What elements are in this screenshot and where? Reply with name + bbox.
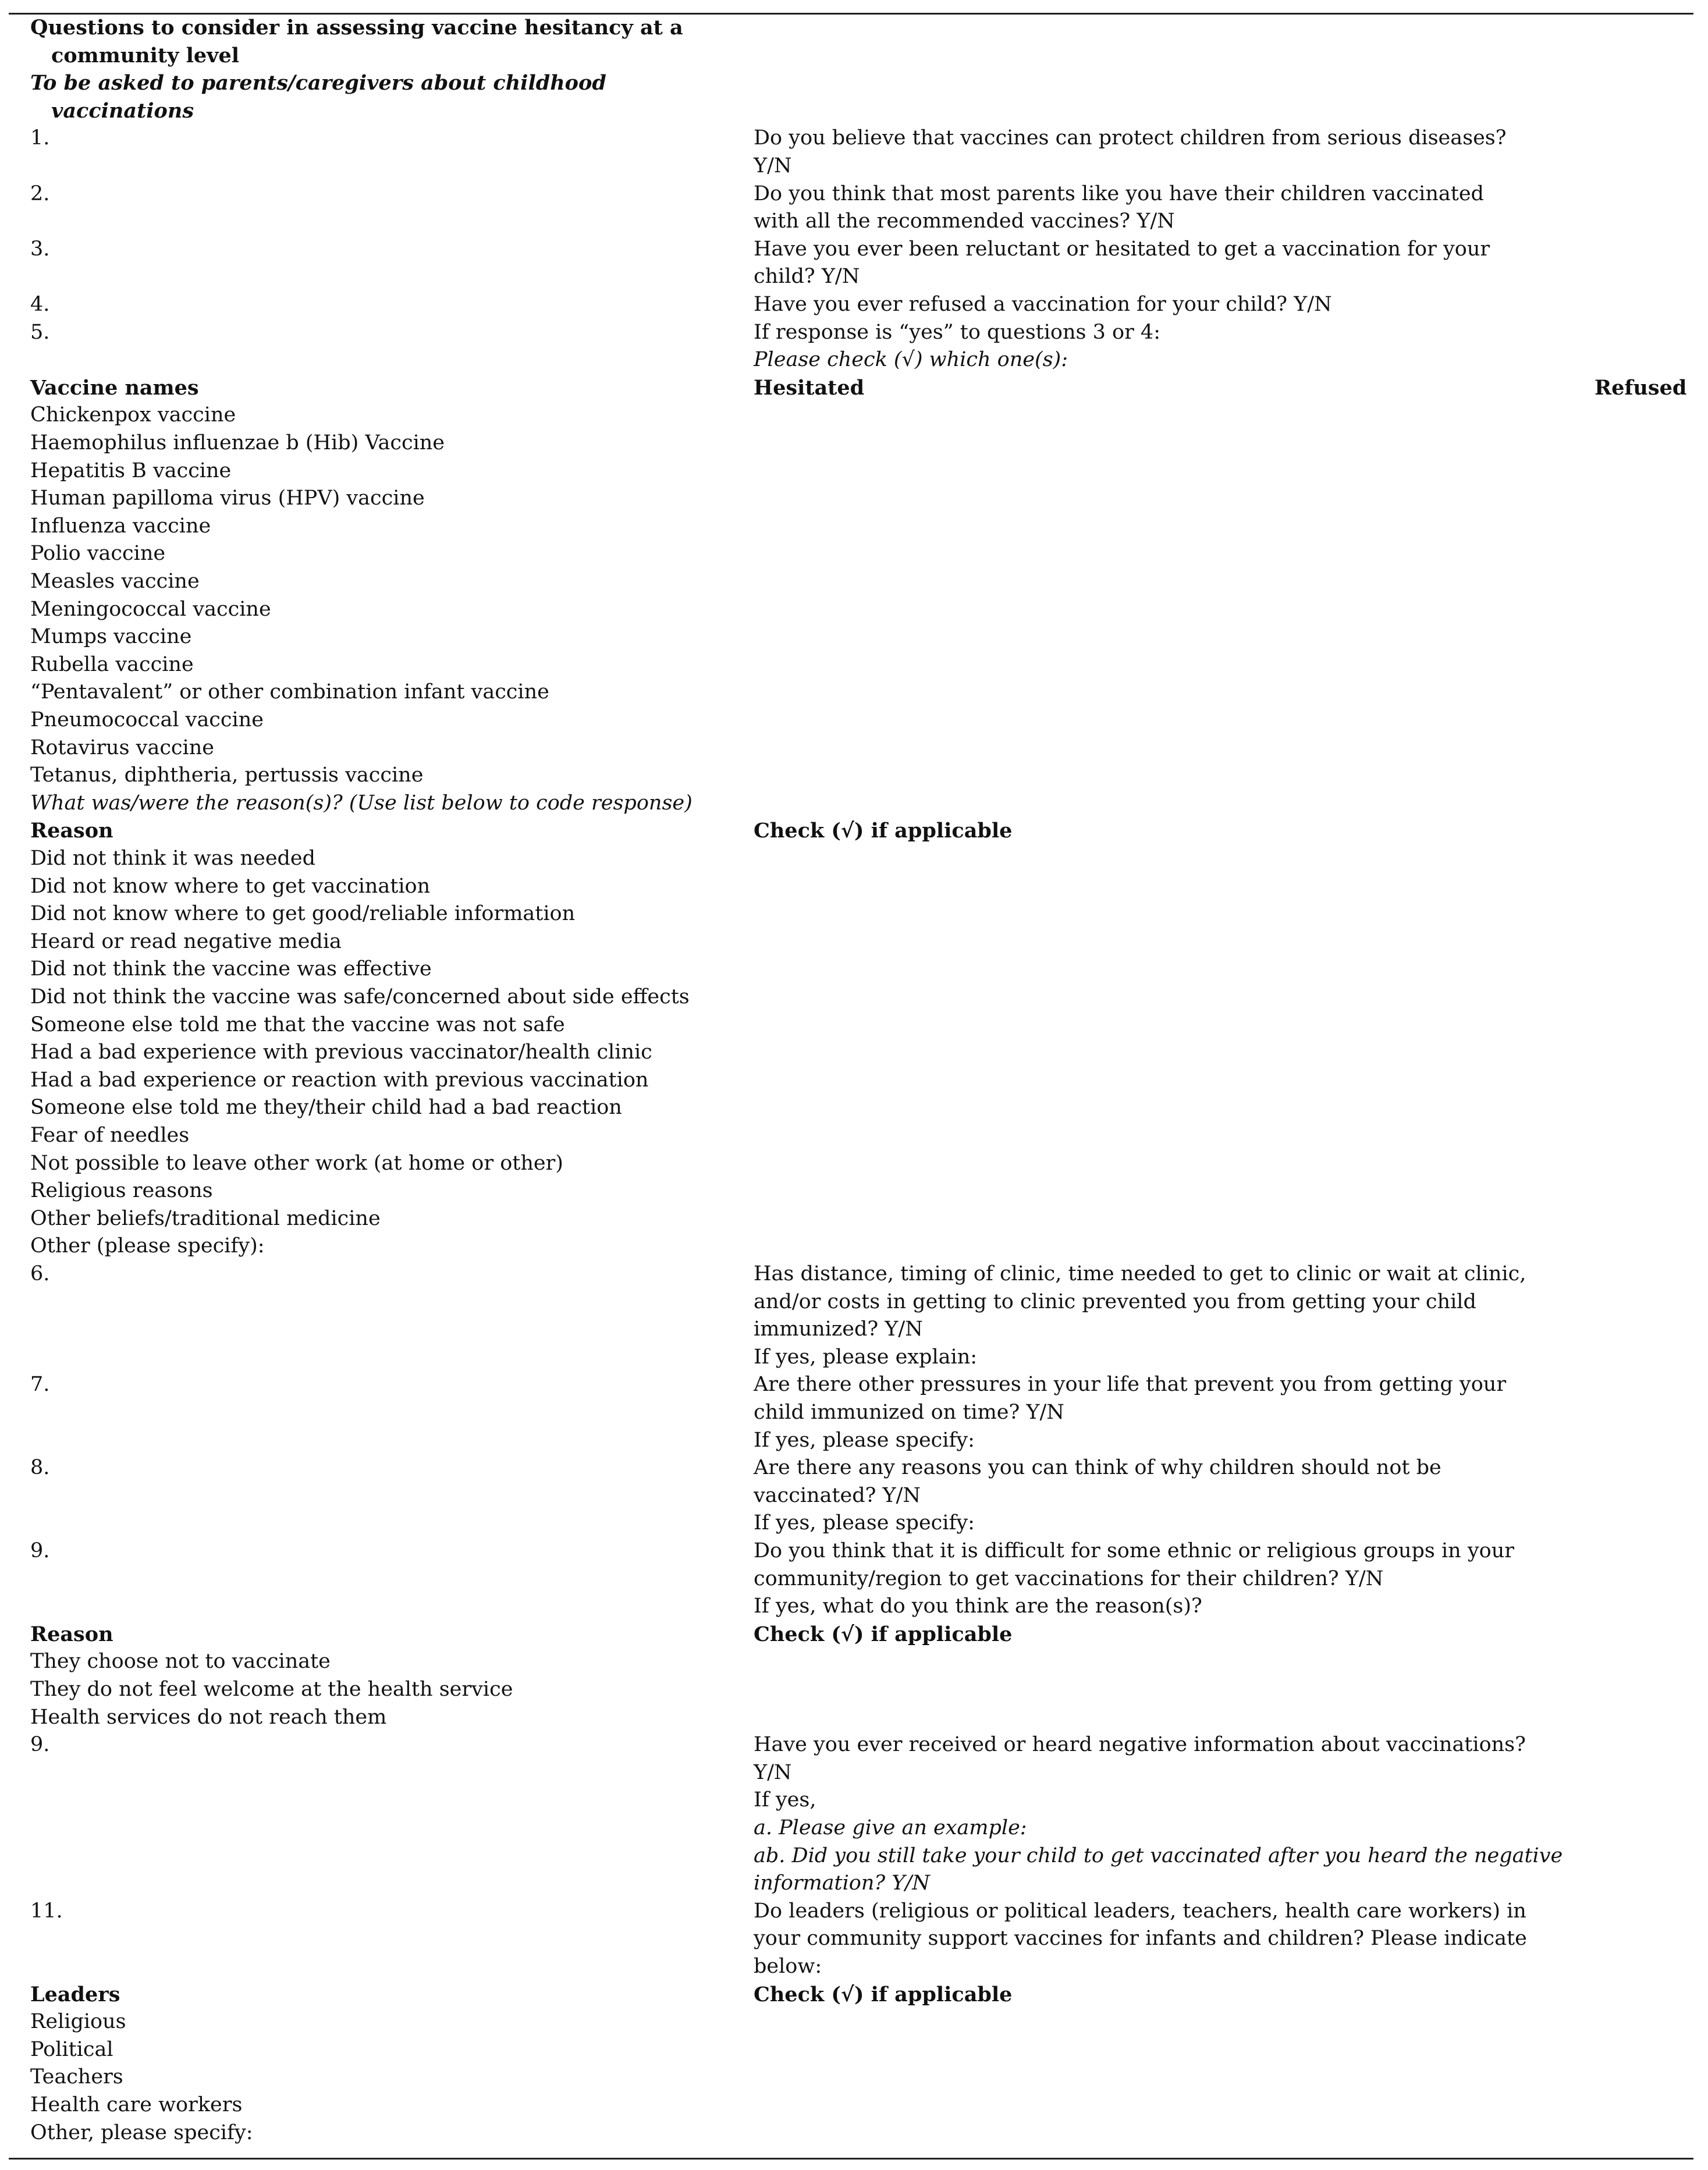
text-line-c1: Someone else told me that the vaccine was not safe xyxy=(30,1013,565,1036)
text-line-c2: If yes, please specify: xyxy=(754,1428,975,1452)
text-line-c2: information? Y/N xyxy=(754,1871,930,1895)
text-line-c1: 3. xyxy=(30,237,50,261)
text-line-c1: Leaders xyxy=(30,1982,120,2006)
text-line-c2: Do leaders (religious or political leaders, teachers, health care workers) in xyxy=(754,1899,1526,1923)
text-line-c1: Other (please specify): xyxy=(30,1234,265,1258)
text-line-c1: Rubella vaccine xyxy=(30,652,194,676)
text-line-c2: If yes, what do you think are the reason(s)? xyxy=(754,1594,1202,1618)
text-line-c1: Religious reasons xyxy=(30,1179,213,1203)
text-line-c1: Measles vaccine xyxy=(30,570,200,593)
text-line-c2: community/region to get vaccinations for their children? Y/N xyxy=(754,1567,1384,1590)
text-line-c1: Polio vaccine xyxy=(30,542,166,566)
text-line-c2: Has distance, timing of clinic, time needed to get to clinic or wait at clinic, xyxy=(754,1262,1526,1285)
text-line-c1: Health care workers xyxy=(30,2093,243,2116)
text-line-c1i: vaccinations xyxy=(51,98,194,123)
text-line-c2: Do you think that most parents like you have their children vaccinated xyxy=(754,182,1484,205)
text-line-c1: Human papilloma virus (HPV) vaccine xyxy=(30,486,425,510)
text-line-c1i: community level xyxy=(51,43,240,68)
text-line-c1: Vaccine names xyxy=(30,375,199,400)
text-line-c2: If yes, please explain: xyxy=(754,1345,978,1369)
text-line-c1: 11. xyxy=(30,1899,63,1923)
text-line-c1: 2. xyxy=(30,182,50,205)
text-line-c1: Political xyxy=(30,2037,113,2061)
text-line-c1: Someone else told me they/their child had a bad reaction xyxy=(30,1096,622,1120)
text-line-c1: 7. xyxy=(30,1373,50,1397)
text-line-c2: Have you ever been reluctant or hesitated to get a vaccination for your xyxy=(754,237,1490,261)
text-line-c2: with all the recommended vaccines? Y/N xyxy=(754,209,1175,233)
text-line-c1: They do not feel welcome at the health service xyxy=(30,1678,513,1701)
text-line-c1: Questions to consider in assessing vaccine hesitancy at a xyxy=(30,16,683,40)
text-line-c1: Not possible to leave other work (at home or other) xyxy=(30,1151,563,1175)
text-line-c2: If response is “yes” to questions 3 or 4: xyxy=(754,320,1160,344)
text-line-c2: If yes, please specify: xyxy=(754,1511,975,1535)
text-line-c2: ab. Did you still take your child to get vaccinated after you heard the negative xyxy=(754,1844,1563,1867)
text-line-c1: They choose not to vaccinate xyxy=(30,1650,331,1674)
text-line-c2: and/or costs in getting to clinic prevented you from getting your child xyxy=(754,1290,1476,1313)
text-line-c1: Religious xyxy=(30,2010,126,2034)
text-line-c1: To be asked to parents/caregivers about childhood xyxy=(30,71,606,95)
text-line-c1: Mumps vaccine xyxy=(30,625,192,649)
text-line-c1: Did not know where to get good/reliable information xyxy=(30,902,576,926)
text-line-c2: Hesitated xyxy=(754,375,865,400)
text-line-c1: Did not think it was needed xyxy=(30,847,316,870)
text-line-c1: Did not think the vaccine was effective xyxy=(30,957,432,981)
text-line-c1: Influenza vaccine xyxy=(30,514,211,538)
text-line-c1: What was/were the reason(s)? (Use list below to code response) xyxy=(30,791,693,815)
text-line-c1: Reason xyxy=(30,1622,113,1646)
text-line-c1: 1. xyxy=(30,126,50,150)
text-line-c2: Check (√) if applicable xyxy=(754,819,1013,843)
text-line-c1: Heard or read negative media xyxy=(30,929,342,953)
text-line-c1: Pneumococcal vaccine xyxy=(30,708,264,731)
text-line-c2: Y/N xyxy=(754,1760,792,1784)
text-line-c1: Teachers xyxy=(30,2065,123,2089)
text-line-c1: Did not know where to get vaccination xyxy=(30,874,431,898)
text-line-c2: child? Y/N xyxy=(754,265,860,289)
text-line-c3: Refused xyxy=(1595,375,1687,400)
text-line-c2: Are there any reasons you can think of why children should not be xyxy=(754,1456,1441,1480)
text-line-c2: child immunized on time? Y/N xyxy=(754,1401,1064,1424)
text-line-c1: Hepatitis B vaccine xyxy=(30,459,232,482)
text-line-c2: Check (√) if applicable xyxy=(754,1622,1013,1646)
text-line-c1: Reason xyxy=(30,819,113,843)
text-line-c1: Chickenpox vaccine xyxy=(30,403,236,427)
text-line-c2: below: xyxy=(754,1955,822,1978)
text-line-c1: Health services do not reach them xyxy=(30,1705,387,1729)
text-line-c1: Meningococcal vaccine xyxy=(30,597,271,621)
text-line-c1: Other beliefs/traditional medicine xyxy=(30,1206,381,1230)
text-line-c2: your community support vaccines for infants and children? Please indicate xyxy=(754,1927,1527,1951)
text-line-c1: 4. xyxy=(30,293,50,316)
text-line-c1: 5. xyxy=(30,320,50,344)
text-line-c1: 6. xyxy=(30,1262,50,1285)
text-line-c1: Had a bad experience or reaction with previous vaccination xyxy=(30,1068,649,1092)
text-line-c2: Y/N xyxy=(754,154,792,177)
text-line-c1: 8. xyxy=(30,1456,50,1480)
text-line-c1: Rotavirus vaccine xyxy=(30,736,214,759)
text-line-c2: Are there other pressures in your life that prevent you from getting your xyxy=(754,1373,1507,1397)
text-line-c2: vaccinated? Y/N xyxy=(754,1483,921,1507)
text-line-c2: If yes, xyxy=(754,1788,816,1812)
text-line-c2: a. Please give an example: xyxy=(754,1816,1027,1839)
text-line-c1: 9. xyxy=(30,1733,50,1757)
text-line-c2: Have you ever refused a vaccination for your child? Y/N xyxy=(754,293,1332,316)
text-line-c1: Haemophilus influenzae b (Hib) Vaccine xyxy=(30,431,445,454)
text-line-c2: Have you ever received or heard negative information about vaccinations? xyxy=(754,1733,1526,1757)
text-line-c2: Check (√) if applicable xyxy=(754,1982,1013,2006)
text-line-c2: Do you think that it is difficult for some ethnic or religious groups in your xyxy=(754,1539,1514,1562)
text-line-c2: Please check (√) which one(s): xyxy=(754,348,1068,372)
text-line-c1: Other, please specify: xyxy=(30,2121,253,2144)
text-line-c1: Tetanus, diphtheria, pertussis vaccine xyxy=(30,763,424,787)
text-line-c1: Fear of needles xyxy=(30,1124,190,1147)
text-line-c2: immunized? Y/N xyxy=(754,1317,923,1341)
bottom-rule xyxy=(9,2158,1693,2160)
text-line-c1: “Pentavalent” or other combination infant vaccine xyxy=(30,680,549,704)
text-line-c1: Did not think the vaccine was safe/concerned about side effects xyxy=(30,985,690,1008)
text-line-c1: Had a bad experience with previous vaccinator/health clinic xyxy=(30,1040,652,1064)
text-line-c2: Do you believe that vaccines can protect children from serious diseases? xyxy=(754,126,1507,150)
text-line-c1: 9. xyxy=(30,1539,50,1562)
